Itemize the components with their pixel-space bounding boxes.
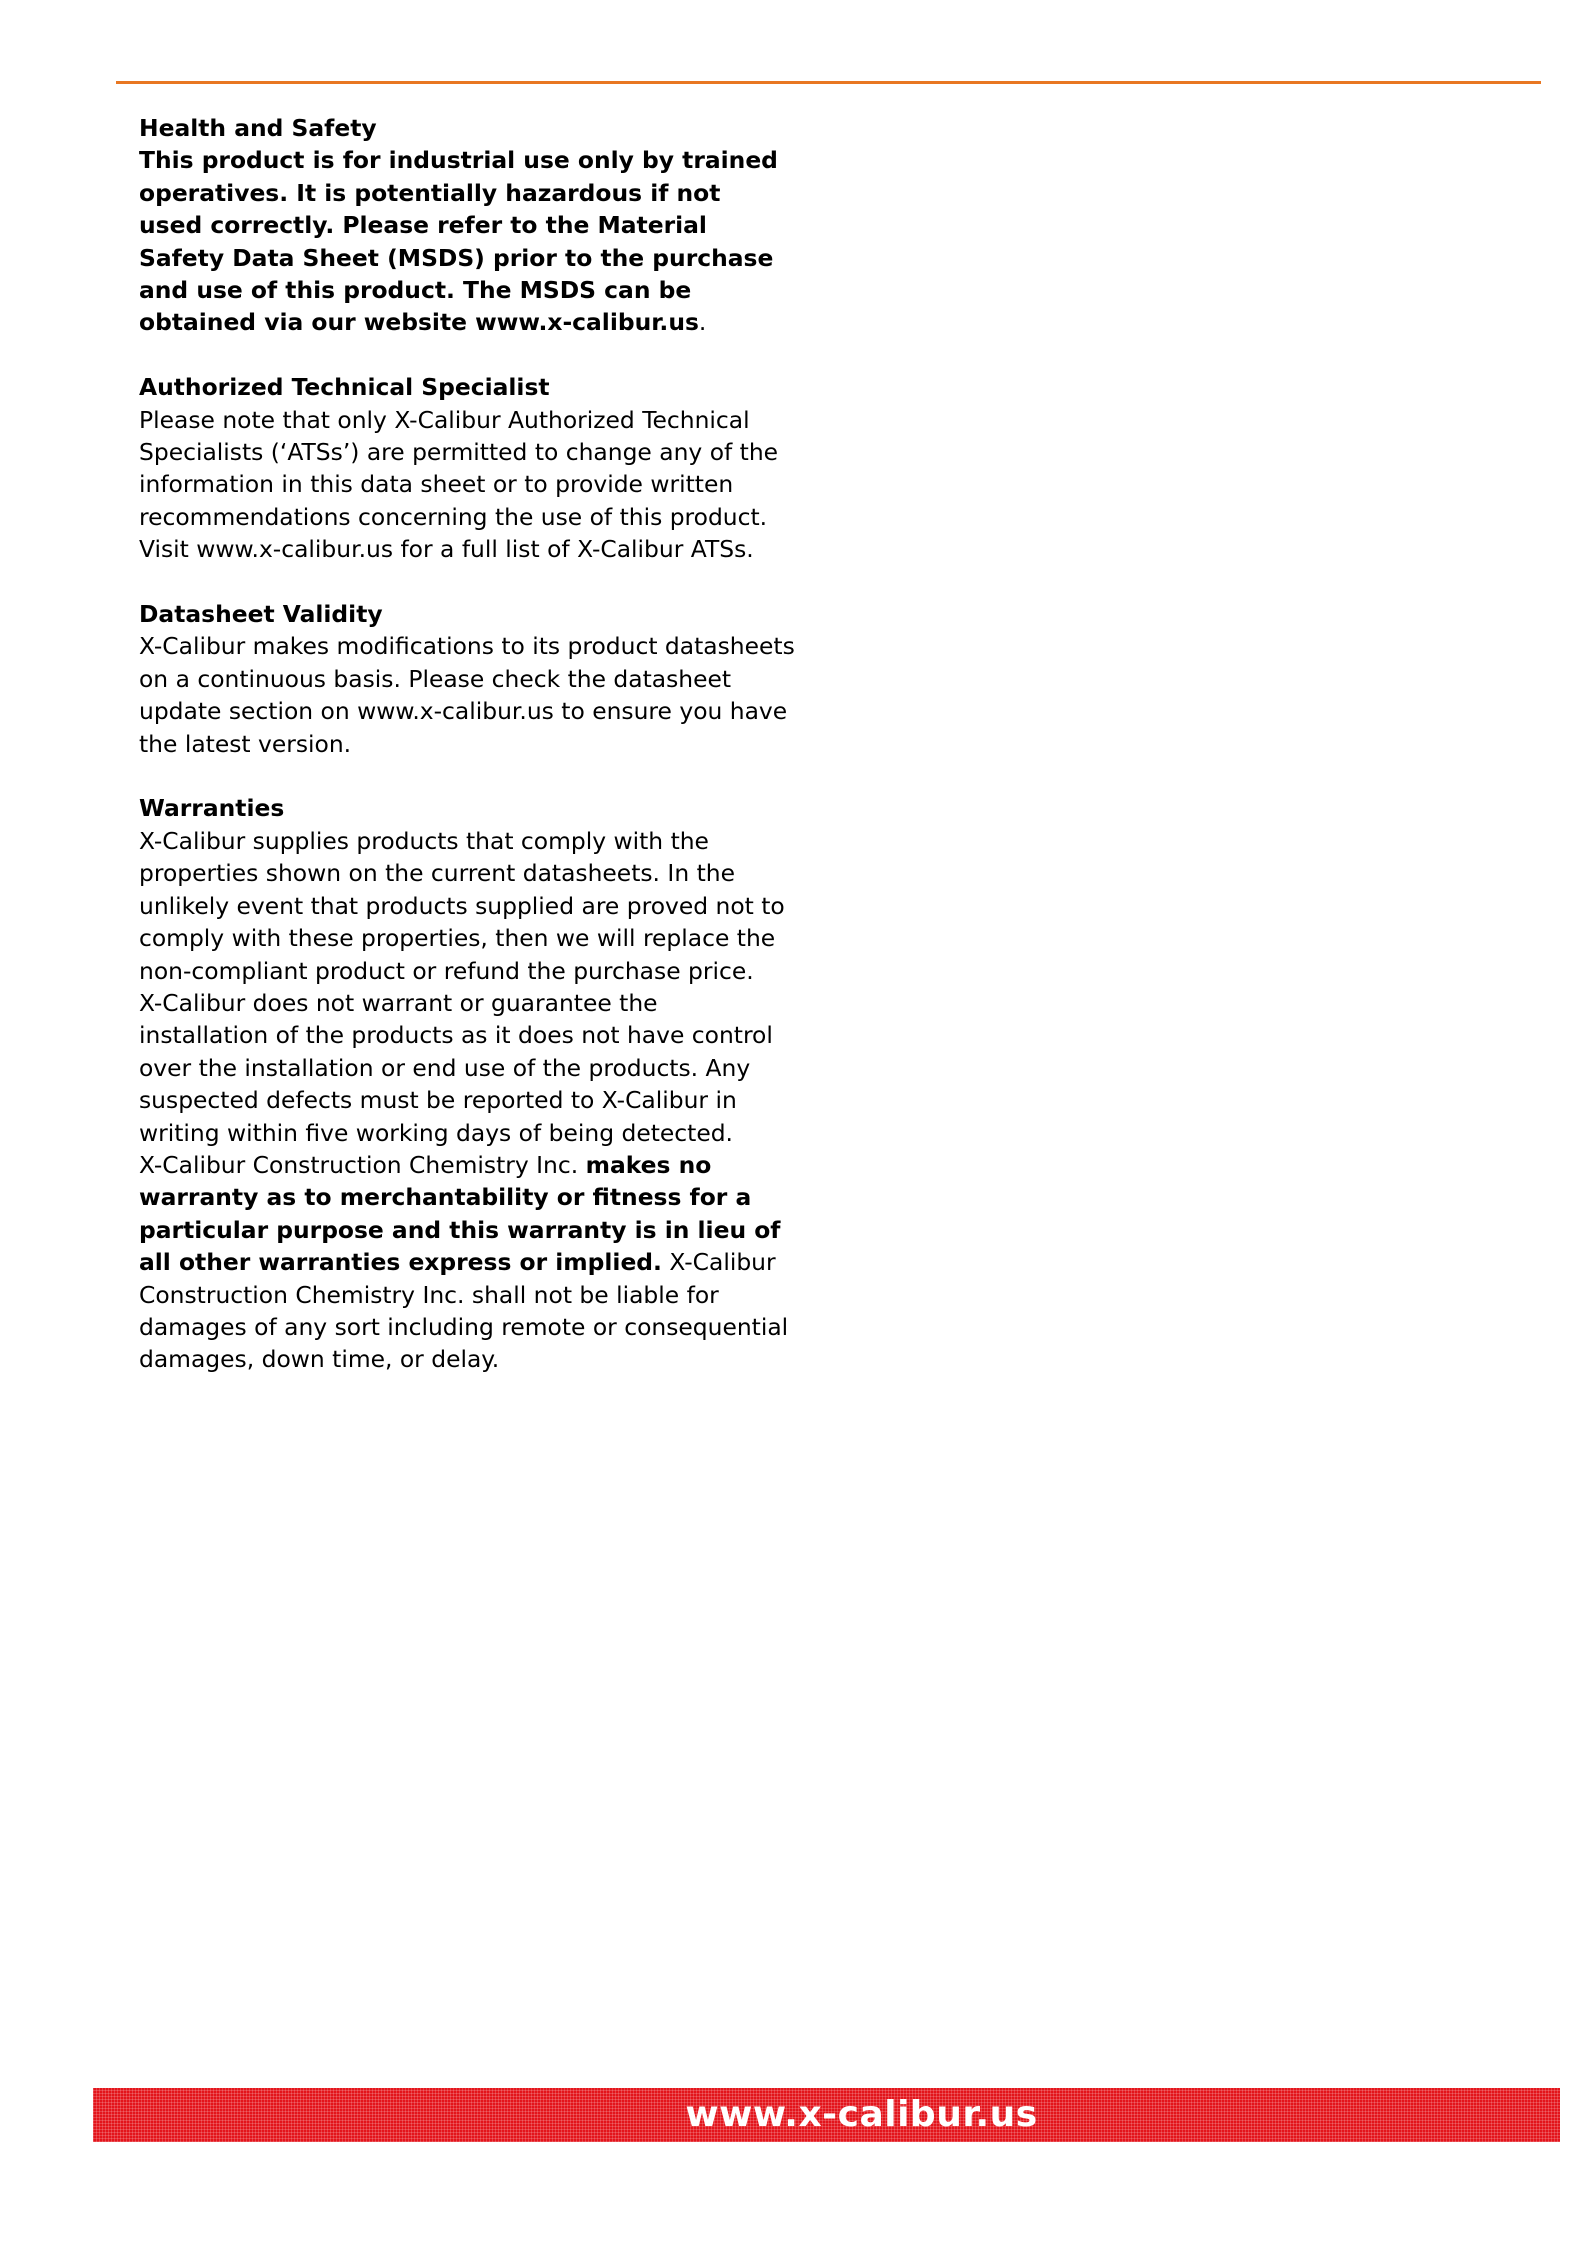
warranties-line-14 xyxy=(139,1246,819,1278)
warranties-line-4: comply with these properties, then we will replace the xyxy=(139,924,776,953)
ats-section xyxy=(139,371,819,565)
health-safety-heading: Health and Safety xyxy=(139,114,377,142)
warranties-line-8: over the installation or end use of the products. Any xyxy=(139,1053,751,1082)
warranties-line-6: X-Calibur does not warrant or guarantee the xyxy=(139,988,658,1017)
warranty-liability-start: X-Calibur xyxy=(661,1248,776,1277)
warranty-company-text: X-Calibur Construction Chemistry Inc. xyxy=(139,1150,586,1179)
health-line-4: Safety Data Sheet (MSDS) prior to the purchase xyxy=(139,243,774,272)
warranties-line-16: damages of any sort including remote or consequential xyxy=(139,1312,789,1341)
footer-bar xyxy=(93,2088,1560,2142)
warranties-line-1: X-Calibur supplies products that comply with the xyxy=(139,826,709,855)
ats-line-2: Specialists (‘ATSs’) are permitted to change any of the xyxy=(139,438,779,467)
health-line-1: This product is for industrial use only by trained xyxy=(139,146,778,175)
validity-line-3: update section on www.x-calibur.us to ensure you have xyxy=(139,697,788,726)
validity-heading: Datasheet Validity xyxy=(139,600,383,629)
health-line-2: operatives. It is potentially hazardous if not xyxy=(139,178,721,207)
warranties-heading: Warranties xyxy=(139,794,285,823)
warranties-line-10: writing within five working days of being detected. xyxy=(139,1118,733,1147)
warranties-line-17: damages, down time, or delay. xyxy=(139,1345,500,1374)
warranties-line-5: non-compliant product or refund the purchase price. xyxy=(139,956,754,985)
warranty-disclaimer-end: all other warranties express or implied. xyxy=(139,1248,662,1277)
ats-line-4: recommendations concerning the use of this product. xyxy=(139,502,768,531)
warranties-line-2: properties shown on the current datasheets. In the xyxy=(139,859,735,888)
warranties-line-7: installation of the products as it does not have control xyxy=(139,1021,773,1050)
ats-heading: Authorized Technical Specialist xyxy=(139,373,550,402)
validity-line-1: X-Calibur makes modifications to its product datasheets xyxy=(139,632,795,661)
datasheet-body xyxy=(139,112,819,1408)
validity-line-4: the latest version. xyxy=(139,729,352,758)
ats-line-5: Visit www.x-calibur.us for a full list of X-Calibur ATSs. xyxy=(139,535,754,564)
warranties-line-3: unlikely event that products supplied are proved not to xyxy=(139,891,785,920)
warranties-section xyxy=(139,792,819,1375)
header-rule xyxy=(116,81,1541,84)
warranties-line-15: Construction Chemistry Inc. shall not be liable for xyxy=(139,1280,719,1309)
warranties-line-13: particular purpose and this warranty is in lieu of xyxy=(139,1215,781,1244)
health-line-end: . xyxy=(698,308,707,337)
health-safety-section xyxy=(139,112,819,339)
health-line-6 xyxy=(139,306,819,338)
health-line-5: and use of this product. The MSDS can be xyxy=(139,276,692,305)
ats-line-1: Please note that only X-Calibur Authorized Technical xyxy=(139,405,750,434)
validity-section xyxy=(139,598,819,760)
warranty-disclaimer-start: makes no xyxy=(585,1150,712,1179)
warranties-line-9: suspected defects must be reported to X-Calibur in xyxy=(139,1086,737,1115)
warranties-line-12: warranty as to merchantability or fitness for a xyxy=(139,1183,752,1212)
validity-line-2: on a continuous basis. Please check the datasheet xyxy=(139,664,732,693)
msds-website-text: obtained via our website www.x-calibur.us xyxy=(139,308,699,337)
health-line-3: used correctly. Please refer to the Material xyxy=(139,211,707,240)
footer-website-link[interactable]: www.x-calibur.us xyxy=(685,2094,1038,2135)
ats-line-3: information in this data sheet or to provide written xyxy=(139,470,734,499)
warranties-line-11 xyxy=(139,1149,819,1181)
